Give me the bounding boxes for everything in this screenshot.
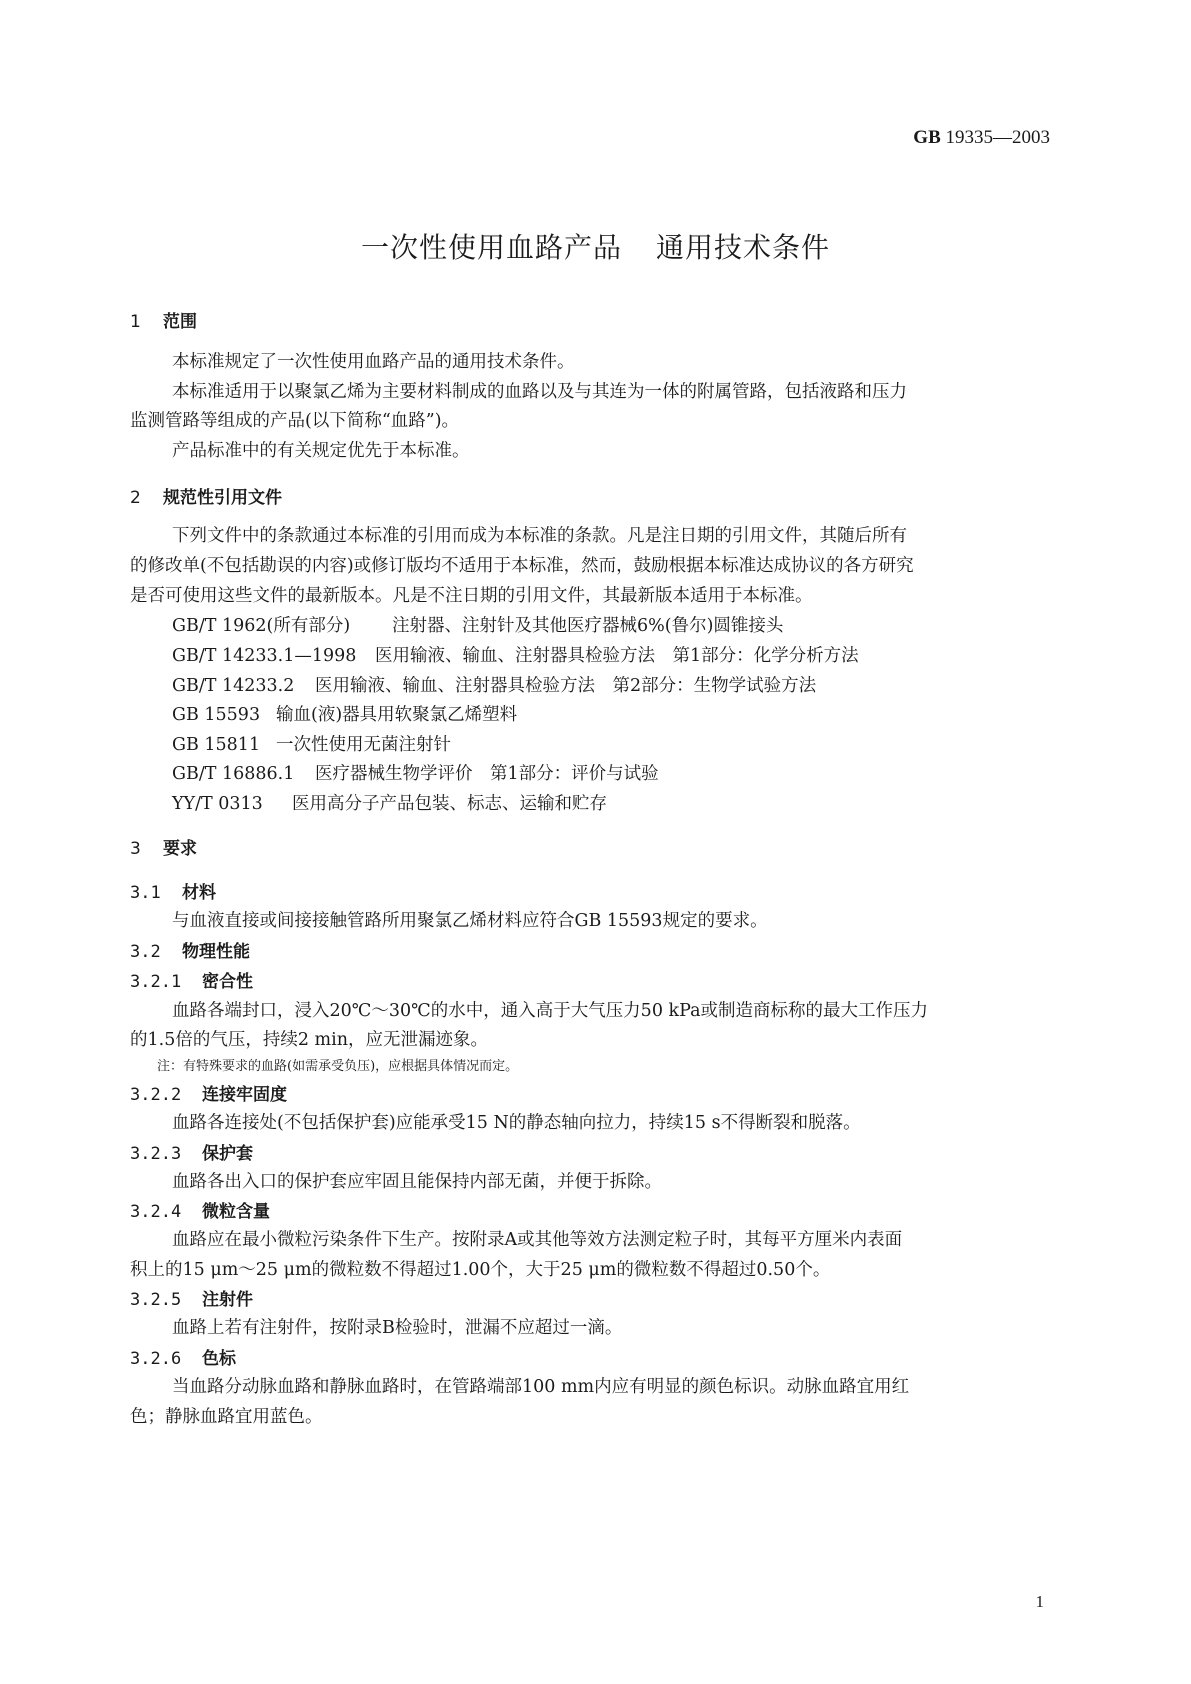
subsection-number: 3.2.4 <box>130 1202 182 1222</box>
subsection-3-2-heading <box>130 937 250 962</box>
reference-title: 输血(液)器具用软聚氯乙烯塑料 <box>276 705 518 725</box>
title-part2: 通用技术条件 <box>656 231 831 264</box>
subsection-title: 材料 <box>182 883 216 903</box>
subsection-3-1-heading <box>130 878 216 903</box>
reference-code: GB 15593 <box>172 705 261 725</box>
subsection-3-2-5-heading <box>130 1285 253 1310</box>
title-part1: 一次性使用血路产品 <box>360 231 622 264</box>
reference-item <box>172 731 451 756</box>
subsection-number: 3.2.3 <box>130 1144 182 1164</box>
page-number: 1 <box>1035 1592 1044 1611</box>
section-2-heading <box>130 483 282 508</box>
reference-title: 注射器、注射针及其他医疗器械6%(鲁尔)圆锥接头 <box>392 616 784 636</box>
paragraph: 下列文件中的条款通过本标准的引用而成为本标准的条款。凡是注日期的引用文件，其随后所有 <box>172 526 907 546</box>
document-number <box>913 127 1050 149</box>
reference-item <box>172 701 517 726</box>
reference-item <box>172 790 607 815</box>
subsection-title: 色标 <box>202 1349 236 1369</box>
doc-number-value: 19335—2003 <box>945 127 1050 148</box>
section-3-heading <box>130 834 197 859</box>
subsection-number: 3.2.6 <box>130 1349 182 1369</box>
subsection-3-2-6-heading <box>130 1344 236 1369</box>
paragraph: 与血液直接或间接接触管路所用聚氯乙烯材料应符合GB 15593规定的要求。 <box>172 911 768 931</box>
subsection-title: 连接牢固度 <box>202 1085 287 1105</box>
paragraph-continuation: 是否可使用这些文件的最新版本。凡是不注日期的引用文件，其最新版本适用于本标准。 <box>130 586 813 606</box>
reference-code: GB/T 14233.1—1998 <box>172 646 357 666</box>
subsection-number: 3.2 <box>130 942 161 962</box>
note: 注：有特殊要求的血路(如需承受负压)，应根据具体情况而定。 <box>157 1059 519 1074</box>
paragraph: 血路上若有注射件，按附录B检验时，泄漏不应超过一滴。 <box>172 1318 623 1338</box>
reference-item <box>172 760 659 785</box>
paragraph: 产品标准中的有关规定优先于本标准。 <box>172 441 470 461</box>
section-title: 范围 <box>163 312 197 332</box>
paragraph: 血路各端封口，浸入20℃～30℃的水中，通入高于大气压力50 kPa或制造商标称的最大工作压力 <box>172 1001 929 1021</box>
reference-item <box>172 612 783 637</box>
reference-title: 医用输液、输血、注射器具检验方法 第2部分：生物学试验方法 <box>315 676 817 696</box>
page-title <box>0 226 1191 266</box>
paragraph-continuation: 色；静脉血路宜用蓝色。 <box>130 1407 323 1427</box>
section-number: 3 <box>130 839 141 859</box>
doc-prefix: GB <box>913 127 941 148</box>
paragraph-continuation: 的1.5倍的气压，持续2 min，应无泄漏迹象。 <box>130 1030 488 1050</box>
section-title: 规范性引用文件 <box>163 488 282 508</box>
section-title: 要求 <box>163 839 197 859</box>
subsection-3-2-1-heading <box>130 967 253 992</box>
reference-title: 一次性使用无菌注射针 <box>276 735 451 755</box>
subsection-title: 密合性 <box>202 972 253 992</box>
subsection-number: 3.2.5 <box>130 1290 182 1310</box>
reference-title: 医疗器械生物学评价 第1部分：评价与试验 <box>315 764 659 784</box>
section-number: 2 <box>130 488 141 508</box>
subsection-title: 微粒含量 <box>202 1202 270 1222</box>
paragraph: 本标准规定了一次性使用血路产品的通用技术条件。 <box>172 352 575 372</box>
paragraph: 当血路分动脉血路和静脉血路时，在管路端部100 mm内应有明显的颜色标识。动脉血路宜用红 <box>172 1377 910 1397</box>
subsection-3-2-4-heading <box>130 1197 270 1222</box>
paragraph: 血路应在最小微粒污染条件下生产。按附录A或其他等效方法测定粒子时，其每平方厘米内表面 <box>172 1230 903 1250</box>
section-number: 1 <box>130 312 141 332</box>
reference-code: YY/T 0313 <box>172 794 263 814</box>
subsection-3-2-3-heading <box>130 1139 253 1164</box>
reference-code: GB/T 16886.1 <box>172 764 295 784</box>
subsection-title: 物理性能 <box>182 942 250 962</box>
paragraph: 本标准适用于以聚氯乙烯为主要材料制成的血路以及与其连为一体的附属管路，包括液路和压力 <box>172 382 907 402</box>
subsection-title: 注射件 <box>202 1290 253 1310</box>
subsection-title: 保护套 <box>202 1144 253 1164</box>
subsection-number: 3.2.1 <box>130 972 182 992</box>
paragraph-continuation: 监测管路等组成的产品(以下简称“血路”)。 <box>130 411 460 431</box>
reference-code: GB/T 1962(所有部分) <box>172 616 351 636</box>
reference-code: GB/T 14233.2 <box>172 676 295 696</box>
paragraph: 血路各连接处(不包括保护套)应能承受15 N的静态轴向拉力，持续15 s不得断裂和脱落。 <box>172 1113 861 1133</box>
reference-title: 医用输液、输血、注射器具检验方法 第1部分：化学分析方法 <box>375 646 859 666</box>
subsection-number: 3.1 <box>130 883 161 903</box>
paragraph-continuation: 的修改单(不包括勘误的内容)或修订版均不适用于本标准，然而，鼓励根据本标准达成协议的各方研究 <box>130 556 914 576</box>
reference-item <box>172 642 859 667</box>
section-1-heading <box>130 307 197 332</box>
reference-code: GB 15811 <box>172 735 261 755</box>
paragraph-continuation: 积上的15 μm～25 μm的微粒数不得超过1.00个，大于25 μm的微粒数不得超过0.50个。 <box>130 1260 831 1280</box>
subsection-3-2-2-heading <box>130 1080 287 1105</box>
subsection-number: 3.2.2 <box>130 1085 182 1105</box>
reference-title: 医用高分子产品包装、标志、运输和贮存 <box>292 794 607 814</box>
reference-item <box>172 672 816 697</box>
paragraph: 血路各出入口的保护套应牢固且能保持内部无菌，并便于拆除。 <box>172 1172 662 1192</box>
